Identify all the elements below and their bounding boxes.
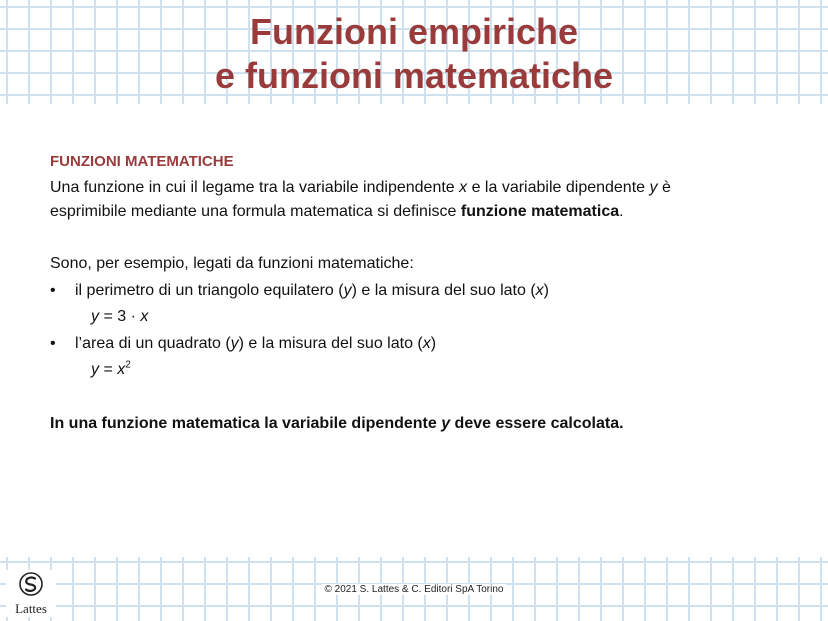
bullet-icon: • bbox=[50, 335, 56, 352]
definition-term: funzione matematica bbox=[460, 203, 620, 220]
conclusion-text-2: deve essere calcolata. bbox=[450, 415, 624, 432]
conclusion-var-y: y bbox=[441, 415, 451, 432]
copyright-text: © 2021 S. Lattes & C. Editori SpA Torino bbox=[322, 584, 507, 595]
title-line-1: Funzioni empiriche bbox=[249, 11, 579, 52]
example-var-1: y bbox=[230, 335, 239, 352]
section-heading: FUNZIONI MATEMATICHE bbox=[50, 153, 234, 170]
formula-exponent: 2 bbox=[125, 359, 131, 371]
footer bbox=[0, 584, 828, 595]
title-line-2: e funzioni matematiche bbox=[214, 55, 614, 96]
formula-operator: = 3 · bbox=[99, 308, 141, 325]
example-var-2: x bbox=[535, 282, 544, 299]
formula-operator: = bbox=[99, 361, 118, 378]
example-text-b: ) e la misura del suo lato ( bbox=[238, 335, 423, 352]
spacer bbox=[50, 224, 750, 252]
example-item-area bbox=[50, 332, 750, 356]
example-text-c: ) bbox=[430, 335, 437, 352]
formula-lhs: y bbox=[91, 308, 99, 325]
definition-text-3: è esprimibile mediante una formula matematica si definisce bbox=[50, 179, 671, 220]
example-var-1: y bbox=[343, 282, 352, 299]
example-text-a: l’area di un quadrato ( bbox=[75, 335, 231, 352]
definition-end: . bbox=[619, 203, 624, 220]
conclusion-text-1: In una funzione matematica la variabile dipendente bbox=[50, 415, 442, 432]
formula-rhs: x bbox=[140, 308, 149, 325]
bullet-icon: • bbox=[50, 282, 56, 299]
example-text-c: ) bbox=[543, 282, 549, 299]
definition-var-y: y bbox=[649, 179, 658, 196]
definition-paragraph bbox=[50, 176, 750, 224]
formula-area bbox=[50, 358, 750, 382]
formula-rhs: x bbox=[117, 361, 126, 378]
formula-perimeter bbox=[50, 305, 750, 329]
page-title bbox=[0, 10, 828, 98]
logo-wordmark: Lattes bbox=[15, 601, 47, 616]
slide-content bbox=[50, 150, 750, 436]
conclusion bbox=[50, 412, 750, 436]
definition-var-x: x bbox=[459, 179, 468, 196]
formula-lhs: y bbox=[91, 361, 99, 378]
examples-intro: Sono, per esempio, legati da funzioni matematiche: bbox=[50, 255, 414, 272]
example-var-2: x bbox=[422, 335, 431, 352]
definition-text-1: Una funzione in cui il legame tra la variabile indipendente bbox=[50, 179, 460, 196]
example-text-a: il perimetro di un triangolo equilatero ( bbox=[75, 282, 344, 299]
definition-text-2: e la variabile dipendente bbox=[467, 179, 650, 196]
example-item-perimeter bbox=[50, 279, 750, 303]
example-text-b: ) e la misura del suo lato ( bbox=[351, 282, 536, 299]
